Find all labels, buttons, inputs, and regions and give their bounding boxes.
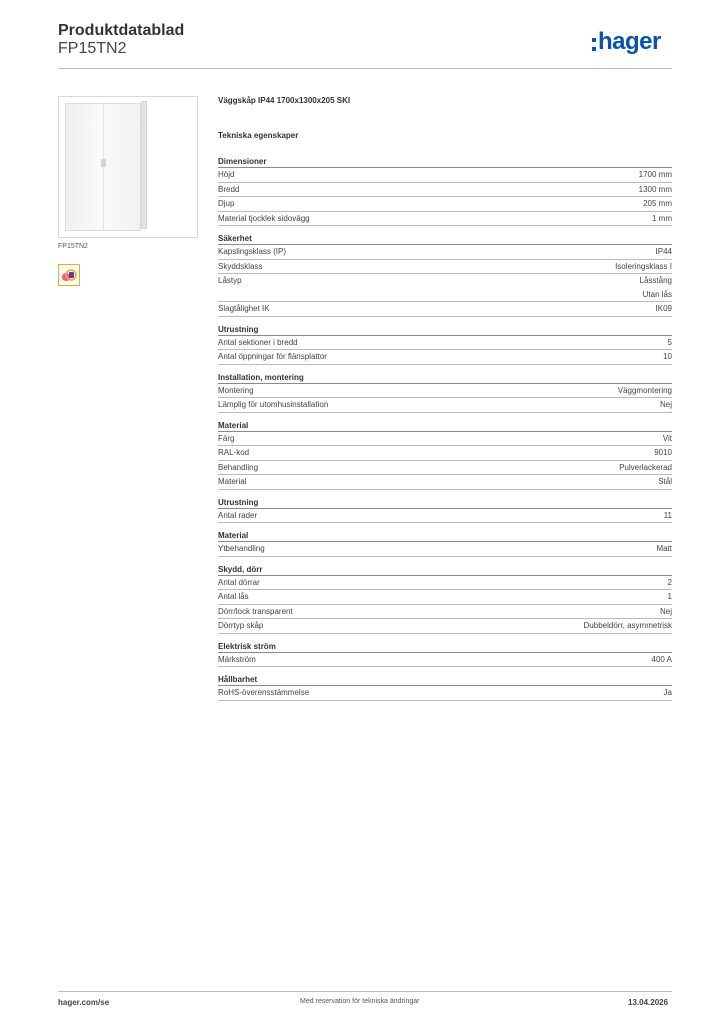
spec-row <box>218 653 672 668</box>
document-title: Produktdatablad <box>58 22 185 39</box>
spec-value <box>652 212 672 226</box>
spec-value <box>640 274 672 301</box>
spec-label: Slagtålighet IK <box>218 304 270 313</box>
product-code: FP15TN2 <box>58 40 127 57</box>
footer-date: 13.04.2026 <box>628 998 669 1007</box>
spec-row <box>218 619 672 634</box>
spec-value <box>643 197 672 211</box>
spec-label: Antal dörrar <box>218 577 260 587</box>
spec-value-line: 11 <box>663 510 672 520</box>
spec-group <box>218 156 672 226</box>
spec-value-line: 5 <box>667 337 672 347</box>
spec-row <box>218 475 672 490</box>
spec-label: Dörrtyp skåp <box>218 621 264 630</box>
spec-value-line: Stål <box>658 477 672 486</box>
spec-value-line: 2 <box>667 577 672 587</box>
spec-label: RoHS-överensstämmelse <box>218 688 310 697</box>
footer-disclaimer: Med reservation för tekniska ändringar <box>300 998 420 1005</box>
spec-value-line: 400 A <box>651 654 672 664</box>
cabinet-door-seam <box>103 103 104 231</box>
spec-group <box>218 530 672 557</box>
spec-value-line: Dubbeldörr, asymmetrisk <box>583 621 672 630</box>
spec-group-title: Skydd, dörr <box>218 564 672 576</box>
spec-label: Lämplig för utomhusinstallation <box>218 400 329 409</box>
spec-value-line: Väggmontering <box>617 385 672 395</box>
hager-logo[interactable] <box>592 28 661 56</box>
spec-row <box>218 542 672 557</box>
spec-row <box>218 605 672 620</box>
spec-value <box>656 245 672 259</box>
spec-value-line: IP44 <box>655 247 672 256</box>
spec-value <box>618 384 672 398</box>
spec-value <box>658 475 672 489</box>
spec-label: Djup <box>218 199 235 208</box>
spec-label: Skyddsklass <box>218 261 263 271</box>
spec-group-title: Elektrisk ström <box>218 641 672 653</box>
spec-group <box>218 420 672 490</box>
spec-value-line: 10 <box>663 352 672 361</box>
spec-label: Bredd <box>218 184 240 194</box>
spec-label: Material <box>218 477 247 486</box>
spec-value <box>663 432 672 446</box>
spec-row <box>218 336 672 351</box>
spec-value-line: 205 mm <box>643 199 672 208</box>
spec-row <box>218 590 672 605</box>
spec-group <box>218 497 672 524</box>
spec-group <box>218 674 672 701</box>
spec-value-line: IK09 <box>655 304 672 313</box>
footer-divider <box>58 991 672 992</box>
spec-row <box>218 384 672 399</box>
spec-row <box>218 302 672 317</box>
spec-value-line: Låsstång <box>639 276 672 285</box>
spec-group-title: Installation, montering <box>218 372 672 384</box>
spec-label: Antal lås <box>218 592 249 601</box>
spec-value <box>668 576 672 590</box>
spec-label: Montering <box>218 385 254 395</box>
spec-group <box>218 372 672 413</box>
spec-groups <box>218 156 672 708</box>
header-divider <box>58 68 672 69</box>
spec-label: Antal rader <box>218 510 258 520</box>
spec-value <box>668 590 672 604</box>
spec-value-line: Isoleringsklass I <box>615 261 672 271</box>
spec-group <box>218 324 672 365</box>
spec-row <box>218 509 672 524</box>
spec-label: Antal öppningar för flänsplattor <box>218 352 327 361</box>
spec-label: Märkström <box>218 654 256 664</box>
logo-colon-icon <box>592 38 596 51</box>
spec-row <box>218 446 672 461</box>
spec-row <box>218 212 672 227</box>
spec-label: RAL-kod <box>218 448 250 457</box>
spec-label: Behandling <box>218 462 259 472</box>
spec-row <box>218 274 672 302</box>
spec-value <box>652 653 672 667</box>
spec-row <box>218 197 672 212</box>
spec-value-line: 1700 mm <box>638 170 672 179</box>
spec-group-title: Material <box>218 530 672 542</box>
spec-row <box>218 168 672 183</box>
spec-value-line: Utan lås <box>642 289 672 299</box>
spec-label: Låstyp <box>218 276 242 285</box>
spec-label: Höjd <box>218 170 235 179</box>
spec-group-title: Säkerhet <box>218 233 672 245</box>
logo-text: hager <box>598 28 661 55</box>
spec-value <box>656 302 672 316</box>
spec-value-line: Nej <box>659 606 672 616</box>
spec-group-title: Material <box>218 420 672 432</box>
spec-row <box>218 245 672 260</box>
spec-row <box>218 576 672 591</box>
spec-label: Ytbehandling <box>218 544 265 553</box>
spec-value-line: Ja <box>663 688 672 697</box>
spec-value <box>668 336 672 350</box>
spec-group-title: Dimensioner <box>218 156 672 168</box>
spec-value-line: Nej <box>659 400 672 409</box>
spec-label: Material tjocklek sidovägg <box>218 213 310 223</box>
product-image <box>58 96 198 238</box>
section-title: Tekniska egenskaper <box>218 131 299 140</box>
spec-value <box>615 260 672 274</box>
spec-row <box>218 260 672 275</box>
spec-value-line: 9010 <box>654 448 672 457</box>
spec-row <box>218 398 672 413</box>
spec-label: Antal sektioner i bredd <box>218 337 298 347</box>
spec-row <box>218 461 672 476</box>
spec-label: Dörr/lock transparent <box>218 606 293 616</box>
spec-group-title: Utrustning <box>218 497 672 509</box>
spec-label: Färg <box>218 433 235 443</box>
cabinet-side <box>141 101 147 229</box>
spec-value <box>619 461 672 475</box>
spec-value-line: 1 <box>667 592 672 601</box>
spec-group-title: Hållbarhet <box>218 674 672 686</box>
spec-value <box>660 605 672 619</box>
spec-value <box>660 398 672 412</box>
spec-group-title: Utrustning <box>218 324 672 336</box>
spec-group <box>218 233 672 317</box>
spec-value <box>639 183 672 197</box>
spec-value-line: 1 mm <box>652 213 672 223</box>
spec-value <box>584 619 672 633</box>
spec-value <box>654 446 672 460</box>
spec-value <box>664 686 672 700</box>
product-name: Väggskåp IP44 1700x1300x205 SKI <box>218 96 351 105</box>
spec-row <box>218 183 672 198</box>
spec-value <box>639 168 672 182</box>
spec-value <box>663 350 672 364</box>
spec-value-line: Vit <box>662 433 672 443</box>
spec-value <box>664 509 672 523</box>
spec-label: Kapslingsklass (IP) <box>218 247 287 256</box>
recycling-label-icon <box>58 264 80 286</box>
spec-group <box>218 641 672 668</box>
spec-group <box>218 564 672 634</box>
spec-value-line: 1300 mm <box>638 184 672 194</box>
footer-website[interactable]: hager.com/se <box>58 998 110 1007</box>
image-caption: FP15TN2 <box>58 243 88 250</box>
spec-row <box>218 432 672 447</box>
cabinet-lock <box>101 159 106 167</box>
spec-row <box>218 686 672 701</box>
spec-value-line: Pulverlackerad <box>619 462 672 472</box>
spec-value-line: Matt <box>656 544 672 553</box>
spec-value <box>656 542 672 556</box>
spec-row <box>218 350 672 365</box>
